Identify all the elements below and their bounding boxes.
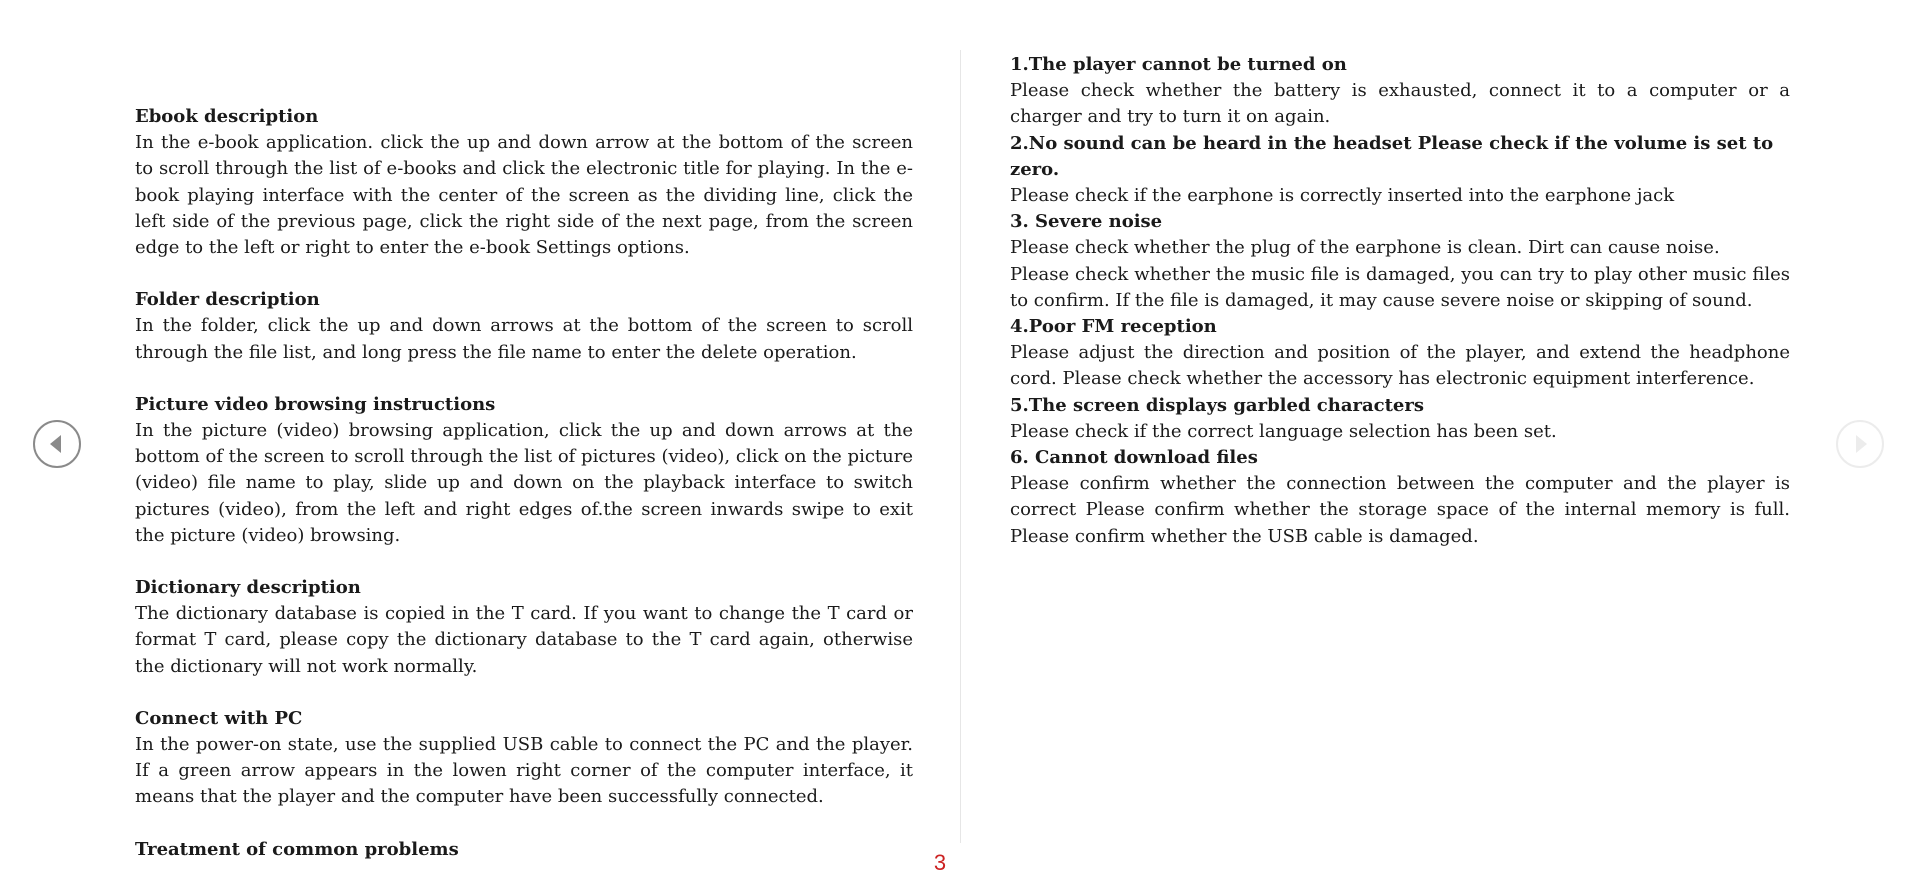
section-body: The dictionary database is copied in the T card. If you want to change the T card or format T card, please copy the dictionary database to the T card again, otherwise the dictionary will not work normally. [135, 603, 913, 677]
problem-heading: 6. Cannot download files [1010, 447, 1258, 469]
previous-page-button[interactable] [33, 420, 81, 468]
problem-heading: 2.No sound can be heard in the headset Please check if the volume is set to zero. [1010, 132, 1774, 180]
problem-item [1010, 393, 1790, 445]
problem-text: Please check if the correct language selection has been set. [1010, 420, 1557, 442]
problem-text: Please check if the earphone is correctly inserted into the earphone jack [1010, 185, 1675, 207]
problem-text: Please check whether the plug of the earphone is clean. Dirt can cause noise. [1010, 237, 1720, 259]
page-number: 3 [933, 850, 947, 875]
section-heading: Folder description [135, 289, 320, 311]
problem-item [1010, 209, 1790, 314]
left-page [135, 104, 913, 889]
section-body: In the power-on state, use the supplied USB cable to connect the PC and the player. If a green arrow appears in the lowen right corner of the computer interface, it means that the player and the computer have been successfully connected. [135, 734, 913, 808]
next-page-button[interactable] [1836, 420, 1884, 468]
section-connect-pc [135, 706, 913, 811]
problem-item [1010, 131, 1790, 210]
section-heading: Picture video browsing instructions [135, 393, 496, 415]
section-folder [135, 287, 913, 366]
section-body: In the folder, click the up and down arrows at the bottom of the screen to scroll through the file list, and long press the file name to enter the delete operation. [135, 315, 913, 363]
section-dictionary [135, 575, 913, 680]
section-body: In the e-book application. click the up and down arrow at the bottom of the screen to scroll through the list of e-books and click the electronic title for playing. In the e-book playing interface with the center of the screen as the dividing line, click the left side of the previous page, click the right side of the next page, from the screen edge to the left or right to enter the e-book Settings options. [135, 132, 913, 259]
problem-text: Please adjust the direction and position of the player, and extend the headphone cord. Please check whether the accessory has electronic equipment interference. [1010, 342, 1790, 390]
problem-item [1010, 52, 1790, 131]
problem-heading: 3. Severe noise [1010, 211, 1163, 233]
problem-text: Please check whether the music file is damaged, you can try to play other music files to confirm. If the file is damaged, it may cause severe noise or skipping of sound. [1010, 263, 1790, 311]
section-body: In the picture (video) browsing application, click the up and down arrows at the bottom of the screen to scroll through the list of pictures (video), click on the picture (video) file name to play, slide up and down on the playback interface to switch pictures (video), from the left and right edges of.the screen inwards swipe to exit the picture (video) browsing. [135, 420, 913, 546]
section-ebook [135, 104, 913, 261]
section-heading: Connect with PC [135, 707, 303, 729]
section-heading: Ebook description [135, 106, 319, 127]
section-heading: Treatment of common problems [135, 838, 459, 860]
page-divider [960, 50, 961, 843]
problem-text: Please check whether the battery is exhausted, connect it to a computer or a charger and try to turn it on again. [1010, 80, 1790, 128]
chevron-left-icon [35, 422, 79, 466]
problem-item [1010, 314, 1790, 393]
right-page [1010, 52, 1790, 550]
problem-heading: 5.The screen displays garbled characters [1010, 394, 1424, 416]
section-heading: Dictionary description [135, 577, 361, 599]
problem-heading: 1.The player cannot be turned on [1010, 54, 1347, 75]
problem-text: Please confirm whether the connection between the computer and the player is correct Please confirm whether the storage space of the internal memory is full. Please confirm whether the USB cable is damaged. [1010, 473, 1790, 547]
chevron-right-icon [1838, 422, 1882, 466]
section-common-problems [135, 837, 913, 863]
problem-item [1010, 445, 1790, 550]
section-picture-video [135, 392, 913, 549]
problem-heading: 4.Poor FM reception [1010, 316, 1217, 338]
